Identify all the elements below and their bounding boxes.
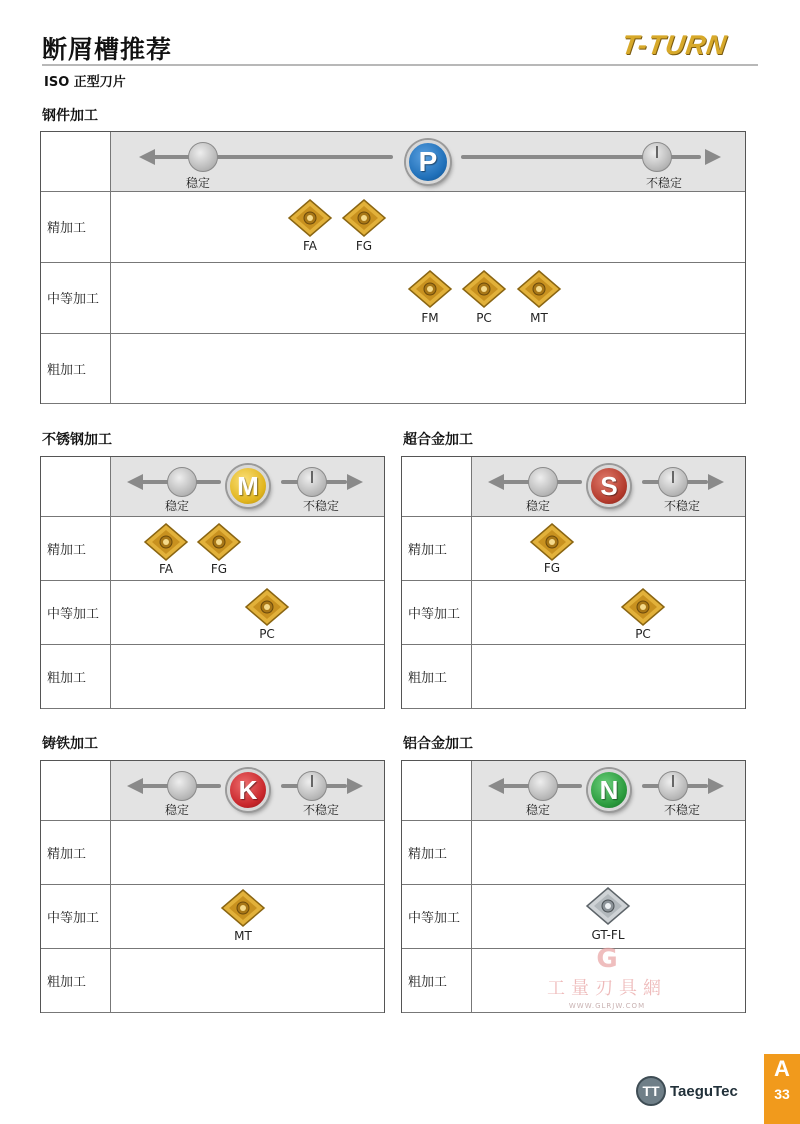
- table-row-medium: [41, 581, 384, 645]
- table-stainless: [40, 456, 385, 709]
- stable-label: 稳定: [165, 499, 190, 513]
- insert-label: GT-FL: [591, 928, 625, 942]
- section-heading-cast-iron: 铸铁加工: [42, 736, 98, 752]
- iso-badge-p: P: [406, 140, 450, 184]
- table-row-medium: [41, 885, 384, 949]
- insert-label: FG: [355, 239, 373, 253]
- title-divider: [42, 64, 758, 66]
- row-label-finishing: 精加工: [47, 221, 87, 236]
- table-steel: [40, 131, 746, 404]
- company-logo: [636, 1076, 738, 1106]
- insert-mt-icon: [220, 888, 266, 928]
- unstable-label: 不稳定: [646, 176, 683, 190]
- insert-pc-icon: [620, 587, 666, 627]
- stable-knob-icon: [528, 467, 558, 497]
- page-subtitle: ISO 正型刀片: [44, 75, 126, 90]
- unstable-knob-icon: [658, 467, 688, 497]
- insert-pc-icon: [244, 587, 290, 627]
- row-label-roughing: 粗加工: [47, 363, 87, 378]
- arrow-right-icon: [708, 474, 724, 490]
- row-label-medium: 中等加工: [47, 911, 100, 926]
- brand-logo: T-TURN: [619, 30, 730, 60]
- stable-knob-icon: [167, 771, 197, 801]
- table-row-finishing: [41, 821, 384, 885]
- table-row-finishing: [402, 821, 745, 885]
- iso-badge-s: S: [588, 465, 630, 507]
- row-label-roughing: 粗加工: [408, 975, 448, 990]
- section-heading-aluminum: 铝合金加工: [403, 736, 473, 752]
- unstable-knob-icon: [297, 771, 327, 801]
- row-label-roughing: 粗加工: [408, 671, 448, 686]
- stable-knob-icon: [528, 771, 558, 801]
- table-row-roughing: [402, 645, 745, 709]
- row-label-roughing: 粗加工: [47, 671, 87, 686]
- stable-label: 稳定: [526, 803, 551, 817]
- insert-label: FA: [302, 239, 317, 253]
- insert-label: MT: [234, 929, 252, 943]
- arrow-right-icon: [347, 474, 363, 490]
- iso-badge-k: K: [227, 769, 269, 811]
- iso-badge-m: M: [227, 465, 269, 507]
- arrow-right-icon: [347, 778, 363, 794]
- insert-fg-icon: [529, 522, 575, 562]
- column-divider: [110, 457, 111, 708]
- table-row-medium: [402, 885, 745, 949]
- insert-gt-fl-icon: [585, 886, 631, 926]
- insert-fm-icon: [407, 269, 453, 309]
- section-heading-superalloy: 超合金加工: [403, 432, 473, 448]
- arrow-right-icon: [705, 149, 721, 165]
- arrow-right-icon: [708, 778, 724, 794]
- insert-fa-icon: [143, 522, 189, 562]
- insert-label: FG: [210, 562, 228, 576]
- stable-label: 稳定: [165, 803, 190, 817]
- column-divider: [471, 761, 472, 1012]
- insert-label: FM: [421, 311, 439, 325]
- table-row-medium: [41, 263, 745, 334]
- insert-fg-icon: [341, 198, 387, 238]
- watermark-logo: G: [596, 944, 618, 974]
- unstable-label: 不稳定: [303, 803, 340, 817]
- column-divider: [110, 761, 111, 1012]
- unstable-knob-icon: [658, 771, 688, 801]
- stable-label: 稳定: [186, 176, 211, 190]
- table-row-medium: [402, 581, 745, 645]
- stable-label: 稳定: [526, 499, 551, 513]
- section-heading-steel: 钢件加工: [42, 108, 98, 124]
- section-heading-stainless: 不锈钢加工: [42, 432, 112, 448]
- insert-fa-icon: [287, 198, 333, 238]
- stable-knob-icon: [167, 467, 197, 497]
- insert-fg-icon: [196, 522, 242, 562]
- row-label-finishing: 精加工: [408, 847, 448, 862]
- section-letter: A: [774, 1056, 790, 1081]
- stable-knob-icon: [188, 142, 218, 172]
- insert-pc-icon: [461, 269, 507, 309]
- table-row-finishing: [41, 192, 745, 263]
- unstable-knob-icon: [297, 467, 327, 497]
- column-divider: [471, 457, 472, 708]
- table-row-roughing: [41, 645, 384, 709]
- watermark: [537, 944, 677, 1010]
- unstable-label: 不稳定: [664, 499, 701, 513]
- company-logo-icon: TT: [636, 1076, 666, 1106]
- insert-label: FA: [158, 562, 173, 576]
- column-divider: [110, 132, 111, 403]
- row-label-finishing: 精加工: [47, 543, 87, 558]
- row-label-roughing: 粗加工: [47, 975, 87, 990]
- table-cast-iron: [40, 760, 385, 1013]
- table-row-roughing: [41, 334, 745, 404]
- unstable-label: 不稳定: [664, 803, 701, 817]
- insert-label: PC: [476, 311, 492, 325]
- insert-mt-icon: [516, 269, 562, 309]
- row-label-medium: 中等加工: [408, 911, 461, 926]
- row-label-medium: 中等加工: [47, 607, 100, 622]
- page-number: 33: [774, 1086, 790, 1102]
- page-tab: [764, 1054, 800, 1124]
- table-row-roughing: [41, 949, 384, 1013]
- row-label-finishing: 精加工: [47, 847, 87, 862]
- insert-label: FG: [543, 561, 561, 575]
- company-name: TaeguTec: [670, 1082, 738, 1100]
- insert-label: MT: [530, 311, 548, 325]
- iso-badge-n: N: [588, 769, 630, 811]
- row-label-finishing: 精加工: [408, 543, 448, 558]
- watermark-url: WWW.GLRJW.COM: [568, 1002, 646, 1010]
- row-label-medium: 中等加工: [47, 292, 100, 307]
- unstable-knob-icon: [642, 142, 672, 172]
- page-title: 断屑槽推荐: [42, 35, 173, 64]
- unstable-label: 不稳定: [303, 499, 340, 513]
- table-superalloy: [401, 456, 746, 709]
- watermark-text: 工量刃具網: [547, 978, 667, 999]
- insert-label: PC: [259, 627, 275, 641]
- insert-label: PC: [635, 627, 651, 641]
- row-label-medium: 中等加工: [408, 607, 461, 622]
